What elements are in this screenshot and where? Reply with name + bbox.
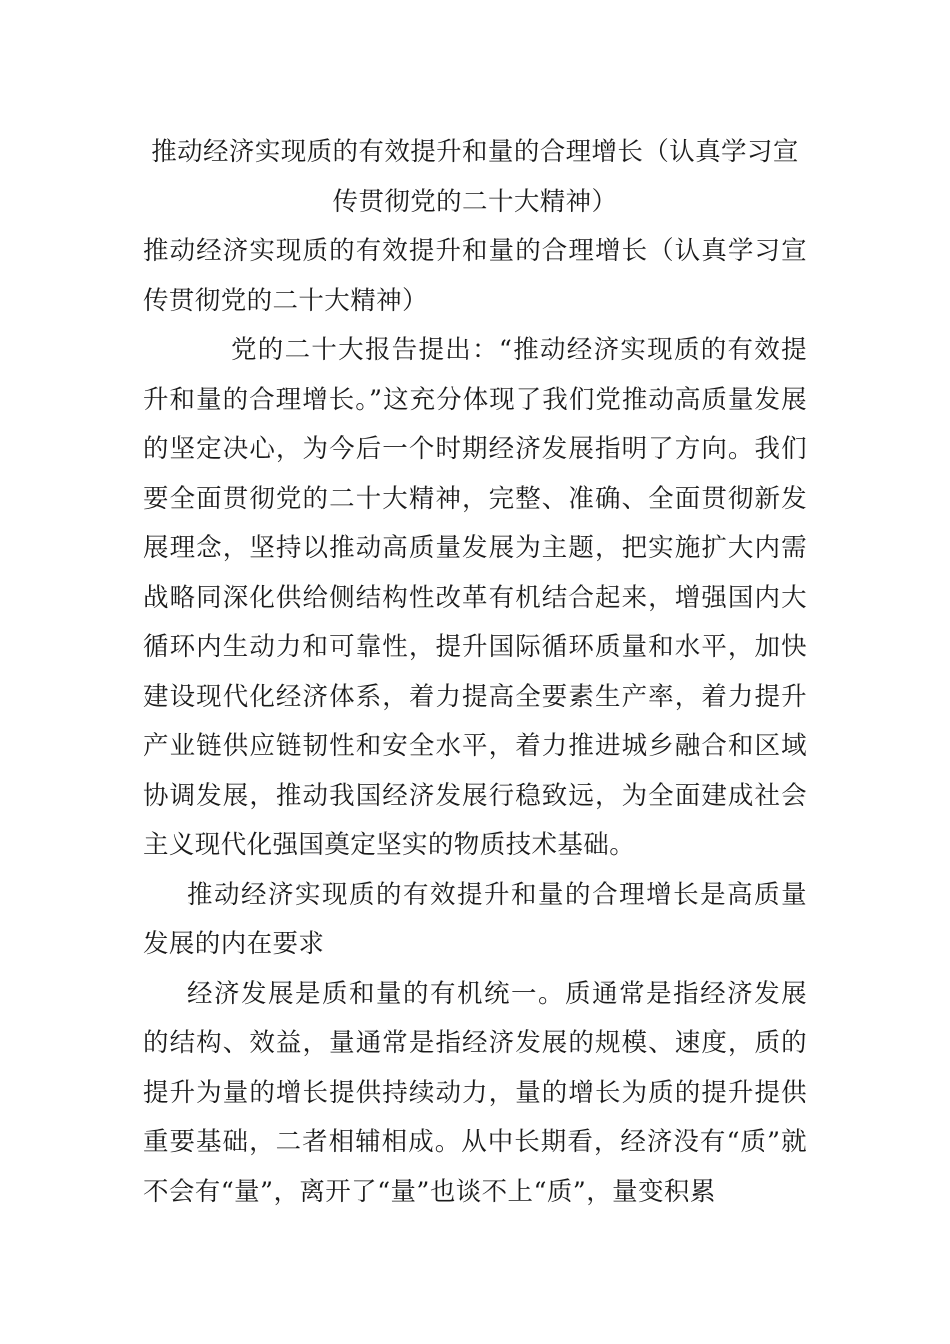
repeated-title: 推动经济实现质的有效提升和量的合理增长（认真学习宣传贯彻党的二十大精神） <box>143 236 807 316</box>
document-page <box>143 128 807 1217</box>
document-title: 推动经济实现质的有效提升和量的合理增长（认真学习宣传贯彻党的二十大精神） <box>151 137 799 217</box>
paragraph-intro: 党的二十大报告提出：“推动经济实现质的有效提升和量的合理增长。”这充分体现了我们党推动高质量发展的坚定决心，为今后一个时期经济发展指明了方向。我们要全面贯彻党的二十大精神，完整、准确、全面贯彻新发展理念，坚持以推动高质量发展为主题，把实施扩大内需战略同深化供给侧结构性改革有机结合起来，增强国内大循环内生动力和可靠性，提升国际循环质量和水平，加快建设现代化经济体系，着力提高全要素生产率，着力提升产业链供应链韧性和安全水平，着力推进城乡融合和区域协调发展，推动我国经济发展行稳致远，为全面建成社会主义现代化强国奠定坚实的物质技术基础。 <box>143 335 807 860</box>
paragraph-body: 经济发展是质和量的有机统一。质通常是指经济发展的结构、效益，量通常是指经济发展的规模、速度，质的提升为量的增长提供持续动力，量的增长为质的提升提供重要基础，二者相辅相成。从中长期看，经济没有“质”就不会有“量”，离开了“量”也谈不上“质”，量变积累 <box>143 978 807 1207</box>
section-heading: 推动经济实现质的有效提升和量的合理增长是高质量发展的内在要求 <box>143 879 807 959</box>
